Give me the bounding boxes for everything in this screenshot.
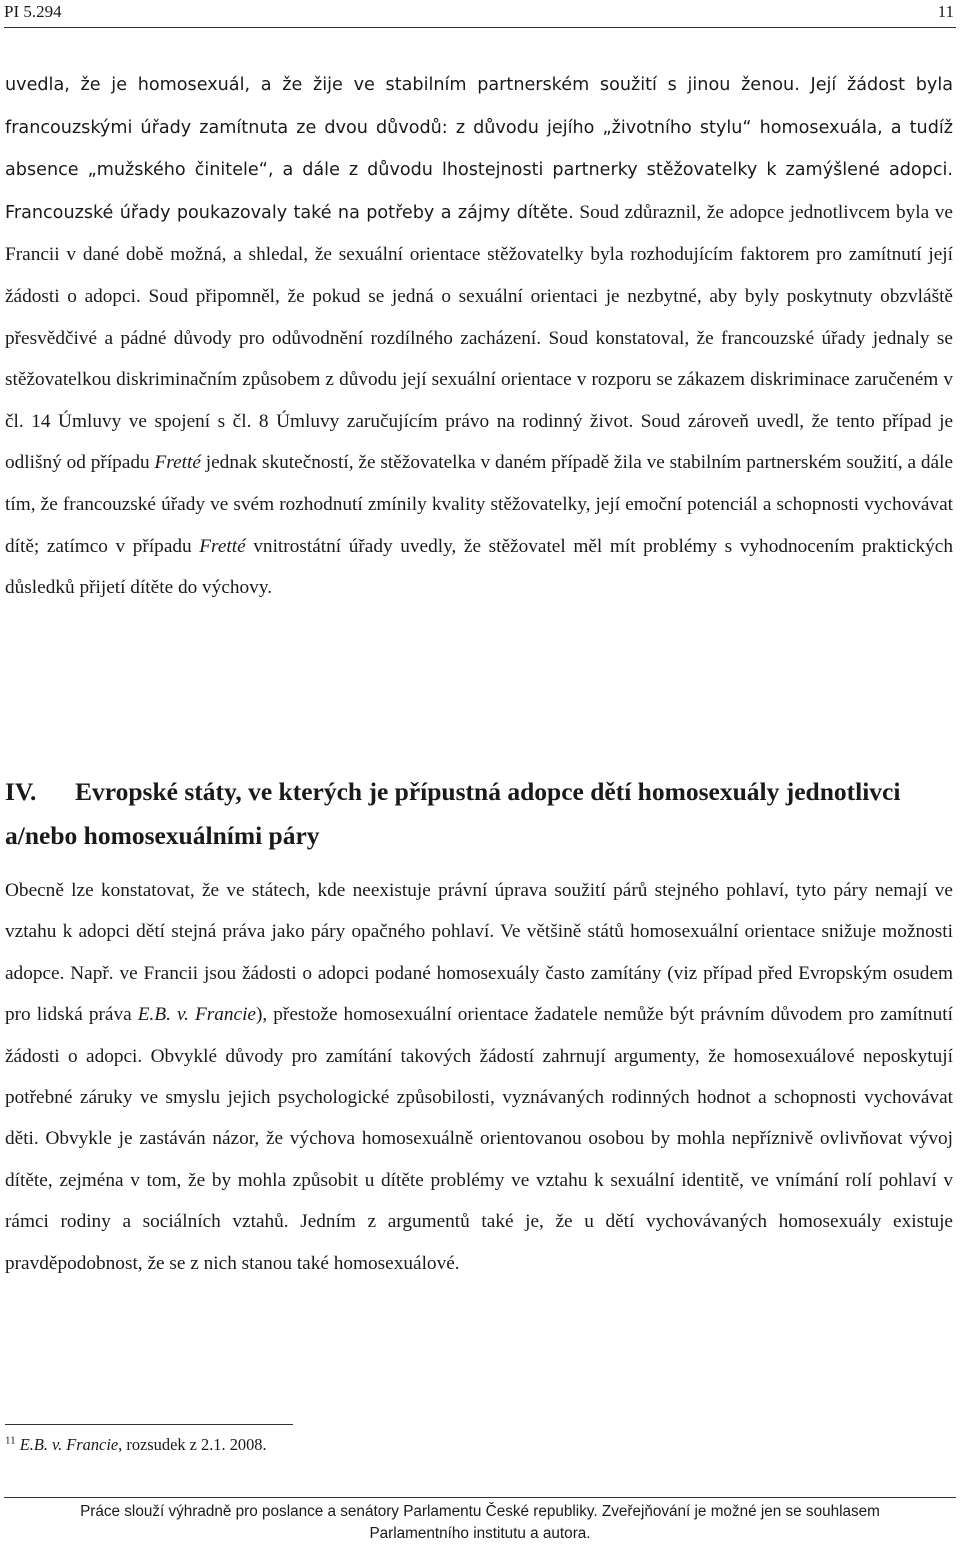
- section-title: Evropské státy, ve kterých je přípustná adopce dětí homosexuály jednotlivci a/nebo homosexuálními páry: [5, 777, 901, 850]
- header-rule: [4, 27, 956, 28]
- footer-line-2: Parlamentního institutu a autora.: [369, 1525, 591, 1542]
- footer-rule: [4, 1497, 956, 1498]
- section-number: IV.: [5, 777, 37, 806]
- paragraph-1-part-b: Soud zdůraznil, že adopce jednotlivcem byla ve Francii v dané době možná, a shledal, že sexuální orientace stěžovatelky byla rozhodujícím faktorem pro zamítnutí její žádosti o adopci. Soud připomněl, že pokud se jedná o sexuální orientaci je nezbytné, aby byly poskytnuty obzvláště přesvědčivé a pádné důvody pro odůvodnění rozdílného zacházení. Soud konstatoval, že francouzské úřady jednaly se stěžovatelkou diskriminačním způsobem z důvodu její sexuální orientace v rozporu se zákazem diskriminace zaručeném v čl. 14 Úmluvy ve spojení s čl. 8 Úmluvy zaručujícím právo na rodinný život. Soud zároveň uvedl, že tento případ je odlišný od případu: [5, 201, 953, 474]
- paragraph-2-part-b: ), přestože homosexuální orientace žadatele nemůže být právním důvodem pro zamítnutí žádosti o adopci. Obvyklé důvody pro zamítání takových žádostí zahrnují argumenty, že homosexuálové neposkytují potřebné záruky ve smyslu jejich psychologické způsobilosti, vyznávaných rodinných hodnot a schopnosti vychovávat děti. Obvykle je zastáván názor, že výchova homosexuálně orientovanou osobou by mohla nepříznivě ovlivňovat vývoj dítěte, zejména v tom, že by mohla způsobit u dítěte problémy ve vztahu k sexuální identitě, ve vnímání rolí pohlaví v rámci rodiny a sociálních vztahů. Jedním z argumentů také je, že u dětí vychovávaných homosexuály existuje pravděpodobnost, že se z nich stanou také homosexuálové.: [5, 1004, 953, 1274]
- footnote-rule: [5, 1424, 293, 1425]
- case-name-eb: E.B. v. Francie: [137, 1004, 256, 1026]
- paragraph-1-part-d: vnitrostátní úřady uvedly, že stěžovatel měl mít problémy s vyhodnocením praktických důsledků přijetí dítěte do výchovy.: [5, 535, 953, 599]
- footnote: [5, 1432, 267, 1458]
- header-page-number: 11: [937, 2, 954, 21]
- paragraph-2: [5, 870, 953, 1284]
- footnote-text: , rozsudek z 2.1. 2008.: [118, 1435, 267, 1454]
- footer-line-1: Práce slouží výhradně pro poslance a senátory Parlamentu České republiky. Zveřejňování je možné jen se souhlasem: [80, 1503, 880, 1520]
- paragraph-1-part-c: jednak skutečností, že stěžovatelka v daném případě žila ve stabilním partnerském soužití, a dále tím, že francouzské úřady ve svém rozhodnutí zmínily kvality stěžovatelky, její emoční potenciál a schopnosti vychovávat dítě; zatímco v případu: [5, 452, 954, 557]
- paragraph-1: [5, 64, 953, 609]
- section-heading: [5, 770, 905, 858]
- case-name-frette: Fretté: [154, 452, 201, 474]
- case-name-frette-2: Fretté: [199, 535, 246, 557]
- footer-notice: [0, 1501, 960, 1545]
- paragraph-1-part-a: uvedla, že je homosexuál, a že žije ve stabilním partnerském soužití s jinou ženou. Její žádost byla francouzskými úřady zamítnuta ze dvou důvodů: z důvodu jejího „životního stylu“ homosexuála, a tudíž absence „mužského činitele“, a dále z důvodu lhostejnosti partnerky stěžovatelky k zamýšlené adopci. Francouzské úřady poukazovaly také na potřeby a zájmy dítěte.: [5, 75, 953, 223]
- paragraph-2-part-a: Obecně lze konstatovat, že ve státech, kde neexistuje právní úprava soužití párů stejného pohlaví, tyto páry nemají ve vztahu k adopci dětí stejná práva jako páry opačného pohlaví. Ve většině států homosexuální orientace snižuje možnosti adopce. Např. ve Francii jsou žádosti o adopci podané homosexuály často zamítány (viz případ před Evropským osudem pro lidská práva: [5, 880, 953, 1026]
- header-document-id: PI 5.294: [4, 2, 62, 21]
- footnote-case: E.B. v. Francie: [19, 1435, 119, 1454]
- footnote-number: 11: [5, 1434, 16, 1447]
